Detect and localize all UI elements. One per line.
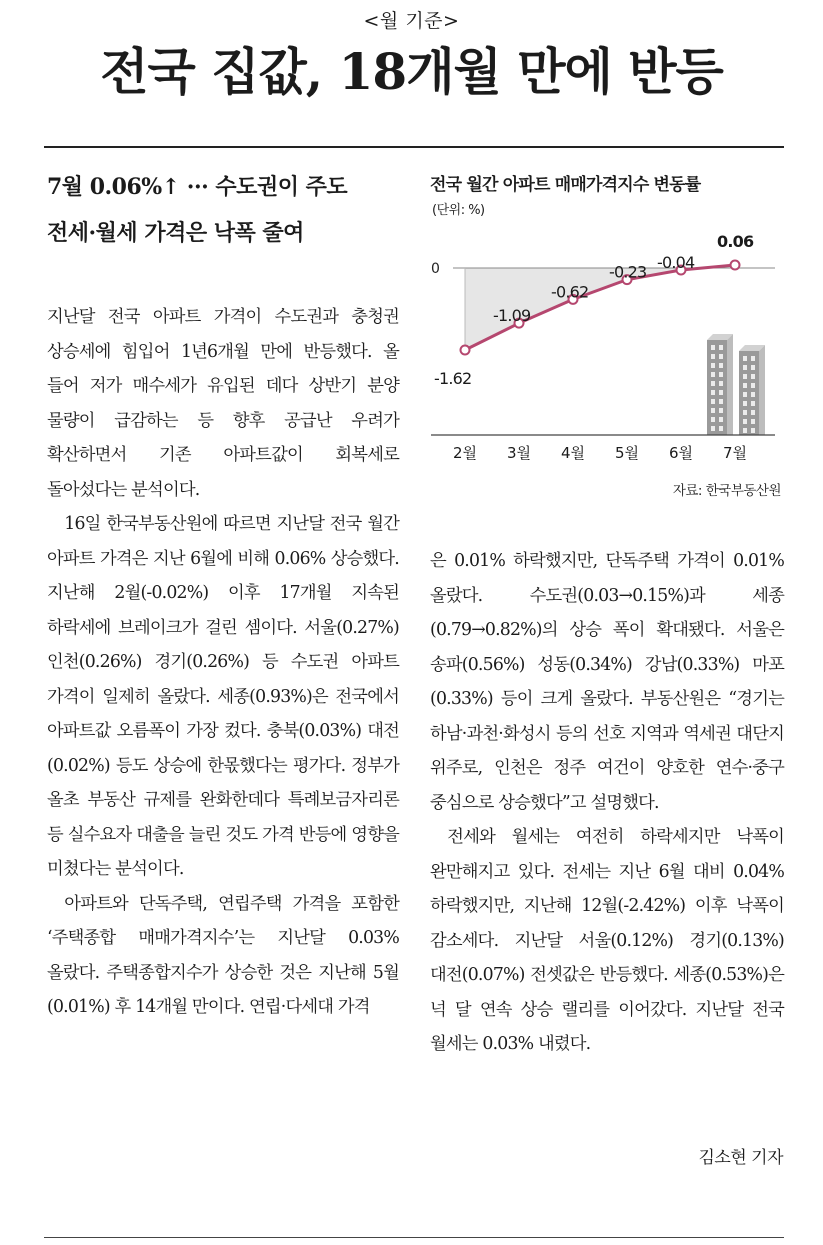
x-tick-label: 5월 <box>614 444 640 462</box>
zero-label: 0 <box>431 261 440 277</box>
chart-unit: (단위: %) <box>432 203 485 218</box>
paragraph-3: 아파트와 단독주택, 연립주택 가격을 포함한 ‘주택종합 매매가격지수’는 지난달 0.03% 올랐다. 주택종합지수가 상승한 것은 지난해 5월(0.01%) 후 14개월 만이다. 연립·다세대 가격 <box>47 893 399 1017</box>
data-label: -1.62 <box>434 369 472 388</box>
headline: 전국 집값, 18개월 만에 반등 <box>100 42 723 101</box>
top-rule <box>44 146 784 148</box>
data-label: -1.09 <box>493 306 531 326</box>
chart-title: 전국 월간 아파트 매매가격지수 변동률 <box>430 175 701 195</box>
article-body-right <box>430 544 784 1062</box>
data-label: -0.04 <box>657 253 695 273</box>
data-label: -0.23 <box>609 262 647 282</box>
data-point <box>731 260 740 269</box>
paragraph-3-continued: 은 0.01% 하락했지만, 단독주택 가격이 0.01% 올랐다. 수도권(0.03→0.15%)과 세종(0.79→0.82%)의 상승 폭이 확대됐다. 서울은 송파(0.56%) 성동(0.34%) 강남(0.33%) 마포(0.33%) 등이 크게 올랐다. 부동산원은 “경기는 하남·과천·화성시 등의 선호 지역과 역세권 대단지 위주로, 인천은 정주 여건이 양호한 연수·중구 중심으로 상승했다”고 설명했다. <box>430 551 784 813</box>
paragraph-4: 전세와 월세는 여전히 하락세지만 낙폭이 완만해지고 있다. 전세는 지난 6월 대비 0.04% 하락했지만, 지난해 12월(-2.42%) 이후 낙폭이 감소세다. 지난달 서울(0.12%) 경기(0.13%) 대전(0.07%) 전셋값은 반등했다. 세종(0.53%)은 넉 달 연속 상승 랠리를 이어갔다. 지난달 전국 월세는 0.03% 내렸다. <box>430 827 784 1054</box>
x-tick-label: 7월 <box>722 444 748 462</box>
building-illustration-1 <box>707 334 733 435</box>
x-tick-label: 6월 <box>668 444 694 462</box>
building-illustration-2 <box>739 345 765 435</box>
x-tick-label: 4월 <box>560 444 586 462</box>
paragraph-1: 지난달 전국 아파트 가격이 수도권과 충청권 상승세에 힘입어 1년6개월 만에 반등했다. 올 들어 저가 매수세가 유입된 데다 상반기 분양 물량이 급감하는 등 향후 공급난 우려가 확산하면서 기존 아파트값이 회복세로 돌아섰다는 분석이다. <box>47 307 399 500</box>
x-tick-label: 2월 <box>452 444 478 462</box>
byline: 김소현 기자 <box>698 1148 783 1168</box>
subheadline-1: 7월 0.06%↑ ··· 수도권이 주도 <box>47 174 348 200</box>
data-point <box>461 346 470 355</box>
article-body-left <box>47 300 399 1025</box>
x-tick-label: 3월 <box>506 444 532 462</box>
data-label: -0.62 <box>551 282 589 302</box>
chart-source: 자료: 한국부동산원 <box>672 483 781 499</box>
bottom-rule <box>44 1237 784 1238</box>
line-chart <box>425 225 790 470</box>
subheadline-2: 전세·월세 가격은 낙폭 줄여 <box>47 220 304 246</box>
data-label: 0.06 <box>717 231 754 251</box>
paragraph-2: 16일 한국부동산원에 따르면 지난달 전국 월간 아파트 가격은 지난 6월에 비해 0.06% 상승했다. 지난해 2월(-0.02%) 이후 17개월 지속된 하락세에 브레이크가 걸린 셈이다. 서울(0.27%) 인천(0.26%) 경기(0.26%) 등 수도권 아파트 가격이 일제히 올랐다. 세종(0.93%)은 전국에서 아파트값 오름폭이 가장 컸다. 충북(0.03%) 대전(0.02%) 등도 상승에 한몫했다는 평가다. 정부가 올초 부동산 규제를 완화한데다 특례보금자리론 등 실수요자 대출을 늘린 것도 가격 반등에 영향을 미쳤다는 분석이다. <box>47 514 399 879</box>
headline-kicker: <월 기준> <box>363 10 460 32</box>
